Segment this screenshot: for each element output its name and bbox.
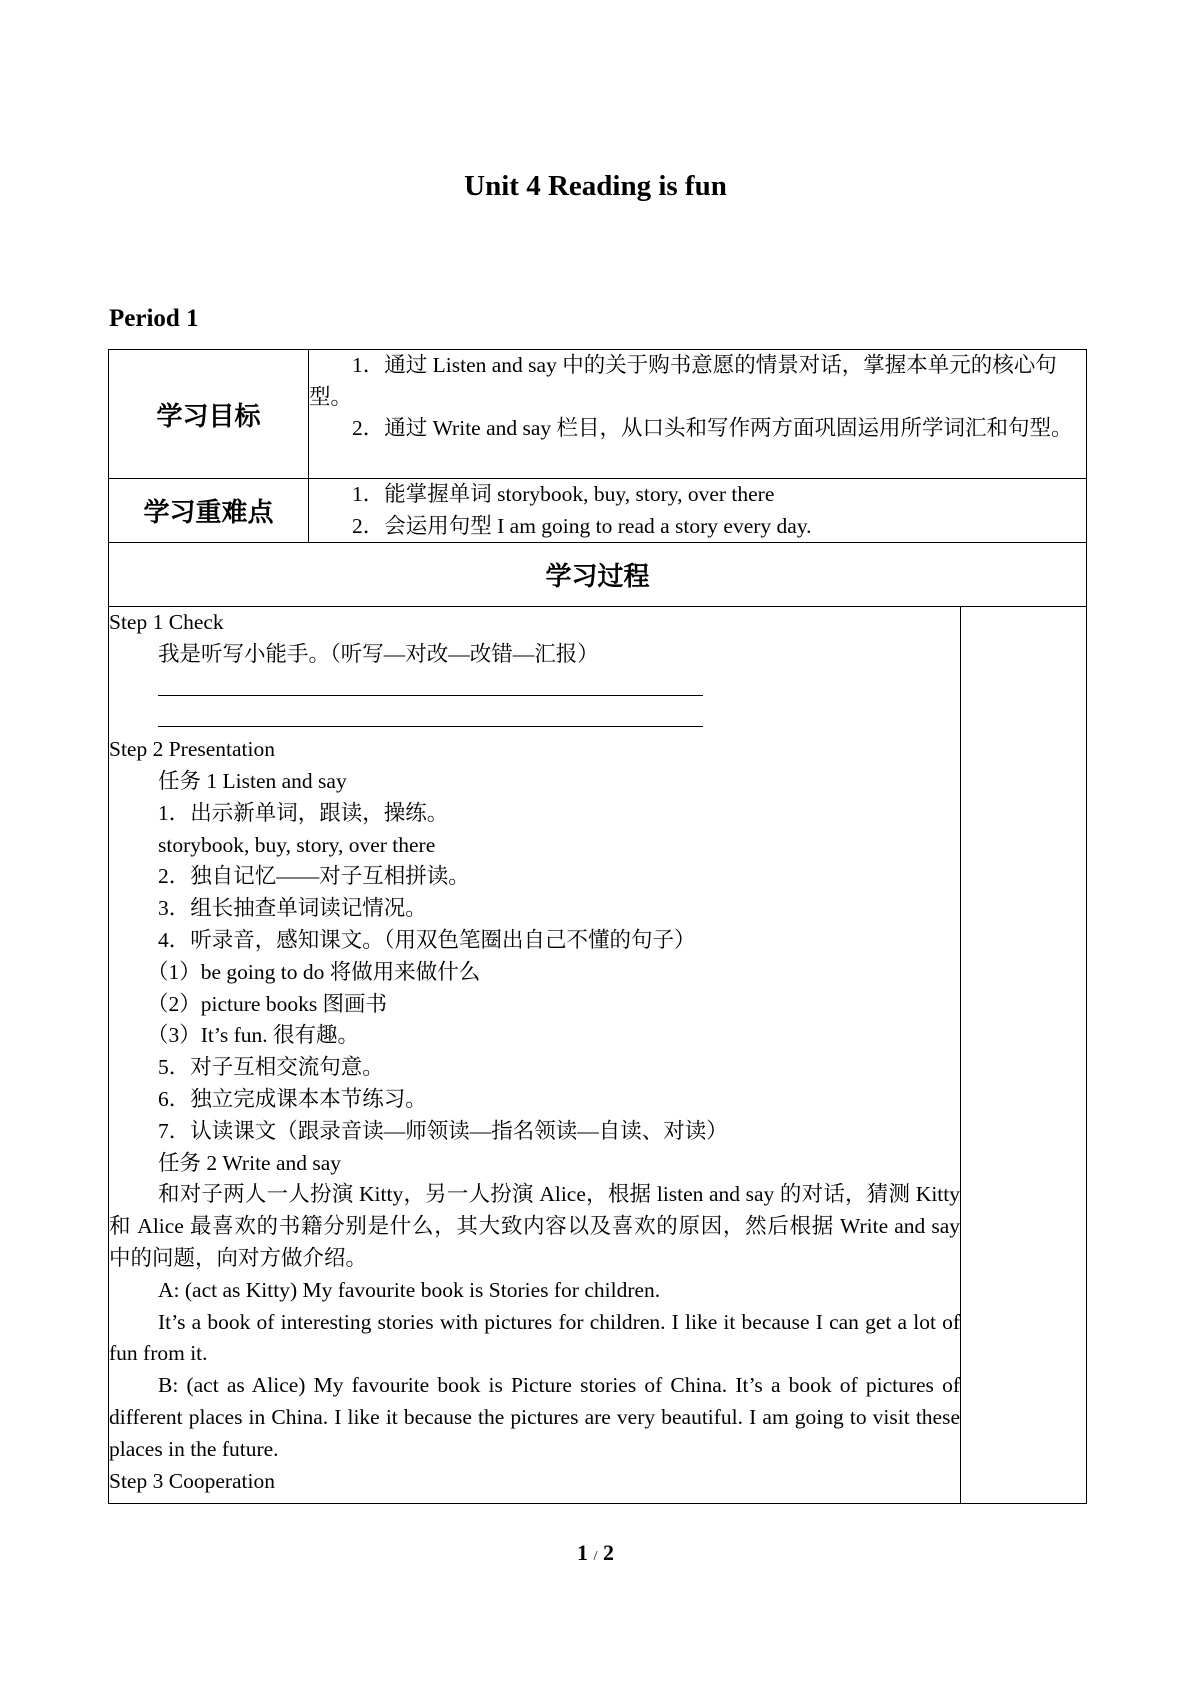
step1-text: 我是听写小能手。（听写—对改—改错—汇报） [158, 641, 599, 666]
task1-subitem: （3）It’s fun. 很有趣。 [147, 1023, 360, 1048]
process-content [109, 607, 961, 1504]
period-heading: Period 1 [109, 305, 199, 332]
process-label: 学习过程 [109, 543, 1087, 607]
process-row [109, 607, 1087, 1504]
objective-item: 1．通过 Listen and say 中的关于购书意愿的情景对话，掌握本单元的核心句型。 [309, 353, 1057, 409]
task1-item: 5．对子互相交流句意。 [158, 1055, 384, 1080]
notes-column [961, 607, 1087, 1504]
key-points-content [309, 479, 1087, 543]
key-point-item: 2．会运用句型 I am going to read a story every day. [352, 513, 812, 538]
objectives-content [309, 350, 1087, 479]
task2-title: 任务 2 Write and say [158, 1150, 342, 1175]
page-title: Unit 4 Reading is fun [464, 170, 727, 202]
task2-description: 和对子两人一人扮演 Kitty，另一人扮演 Alice，根据 listen and say 的对话，猜测 Kitty 和 Alice 最喜欢的书籍分别是什么，其大致内容以及喜欢的原因，然后根据 Write and say 中的问题，向对方做介绍。 [109, 1182, 960, 1270]
objective-item: 2．通过 Write and say 栏目，从口头和写作两方面巩固运用所学词汇和句型。 [352, 416, 1073, 440]
step1-title: Step 1 Check [109, 610, 224, 634]
task1-item: 4．听录音，感知课文。（用双色笔圈出自己不懂的句子） [158, 927, 696, 952]
key-points-label: 学习重难点 [109, 479, 309, 543]
process-header-row [109, 543, 1087, 607]
page-number [0, 1540, 1191, 1566]
step3-title: Step 3 Cooperation [109, 1468, 276, 1493]
answer-line [109, 702, 960, 734]
objectives-row [109, 350, 1087, 479]
task1-words: storybook, buy, story, over there [158, 832, 436, 857]
dialogue-a-continued: It’s a book of interesting stories with pictures for children. I like it because I can get a lot of fun from it. [109, 1309, 960, 1366]
page-separator: / [593, 1549, 598, 1564]
task1-item: 1．出示新单词，跟读，操练。 [158, 800, 449, 825]
task1-subitem: （2）picture books 图画书 [147, 991, 388, 1016]
task1-subitem: （1）be going to do 将做用来做什么 [147, 959, 481, 984]
objectives-label: 学习目标 [109, 350, 309, 479]
task1-item: 7．认读课文（跟录音读—师领读—指名领读—自读、对读） [158, 1118, 728, 1143]
dialogue-a: A: (act as Kitty) My favourite book is Stories for children. [158, 1277, 661, 1302]
current-page: 1 [577, 1540, 589, 1565]
key-points-row [109, 479, 1087, 543]
task1-item: 6．独立完成课本本节练习。 [158, 1086, 427, 1111]
task1-item: 2．独自记忆——对子互相拼读。 [158, 864, 470, 889]
lesson-table [108, 349, 1087, 1504]
answer-line [109, 671, 960, 703]
step2-title: Step 2 Presentation [109, 737, 276, 762]
dialogue-b: B: (act as Alice) My favourite book is Picture stories of China. It’s a book of pictures of different places in China. I like it because the pictures are very beautiful. I am going to visit these places in the future. [109, 1373, 960, 1461]
task1-title: 任务 1 Listen and say [158, 768, 347, 793]
task1-item: 3．组长抽查单词读记情况。 [158, 896, 427, 921]
key-point-item: 1．能掌握单词 storybook, buy, story, over there [352, 482, 775, 506]
total-pages: 2 [602, 1540, 614, 1565]
